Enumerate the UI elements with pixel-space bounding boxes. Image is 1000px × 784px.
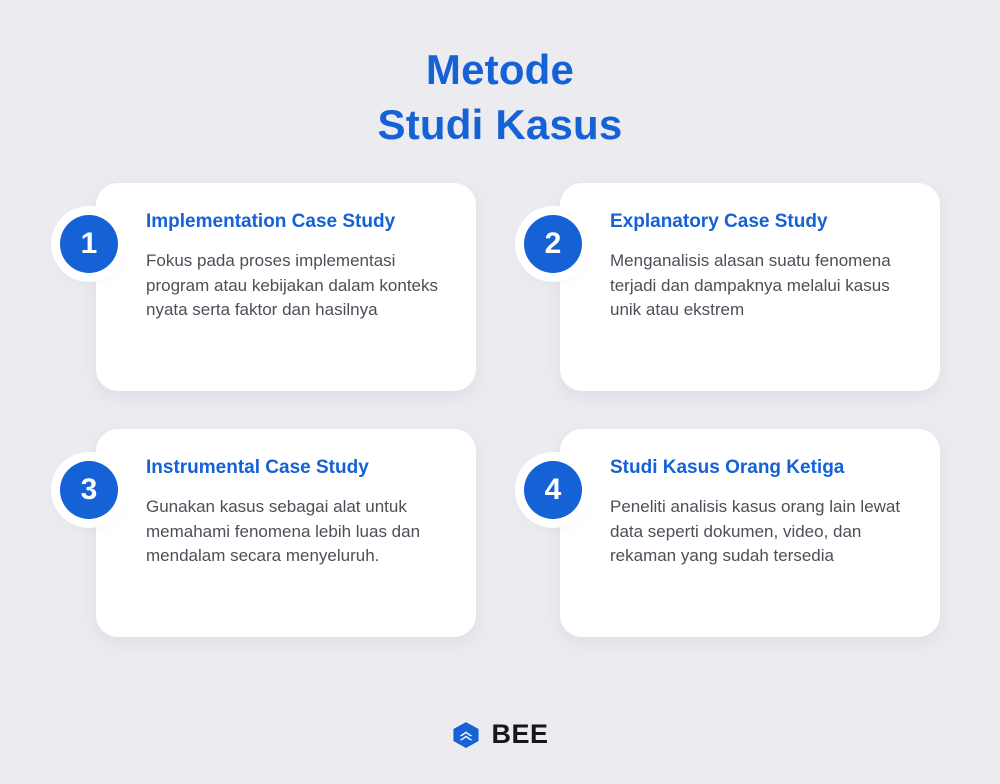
card-title-2: Explanatory Case Study bbox=[610, 210, 828, 232]
page-title-line-1: Metode bbox=[425, 46, 575, 93]
page-title bbox=[0, 0, 1000, 153]
card-item-4 bbox=[524, 429, 940, 637]
card-item-1 bbox=[60, 183, 476, 391]
cards-grid bbox=[60, 183, 940, 637]
card-body-1 bbox=[96, 183, 476, 391]
card-title-3: Instrumental Case Study bbox=[146, 456, 369, 478]
card-item-2 bbox=[524, 183, 940, 391]
card-number-badge-3: 3 bbox=[60, 461, 118, 519]
card-number-badge-1: 1 bbox=[60, 215, 118, 273]
page-title-line-2: Studi Kasus bbox=[377, 101, 623, 149]
card-item-3 bbox=[60, 429, 476, 637]
card-description-2: Menganalisis alasan suatu fenomena terjadi dan dampaknya melalui kasus unik atau ekstrem bbox=[610, 250, 891, 320]
bee-hexagon-logo-icon bbox=[451, 720, 481, 750]
card-body-2 bbox=[560, 183, 940, 391]
card-number-badge-4: 4 bbox=[524, 461, 582, 519]
card-title-1: Implementation Case Study bbox=[146, 210, 396, 232]
card-description-1: Fokus pada proses implementasi program atau kebijakan dalam konteks nyata serta faktor dan hasilnya bbox=[146, 250, 438, 320]
card-title-4: Studi Kasus Orang Ketiga bbox=[610, 456, 845, 478]
card-body-4 bbox=[560, 429, 940, 637]
footer-logo bbox=[0, 719, 1000, 750]
card-description-4: Peneliti analisis kasus orang lain lewat data seperti dokumen, video, dan rekaman yang sudah tersedia bbox=[610, 496, 901, 566]
card-number-badge-2: 2 bbox=[524, 215, 582, 273]
logo-text: BEE bbox=[491, 719, 549, 749]
card-description-3: Gunakan kasus sebagai alat untuk memahami fenomena lebih luas dan mendalam secara menyeluruh. bbox=[146, 496, 421, 566]
card-body-3 bbox=[96, 429, 476, 637]
